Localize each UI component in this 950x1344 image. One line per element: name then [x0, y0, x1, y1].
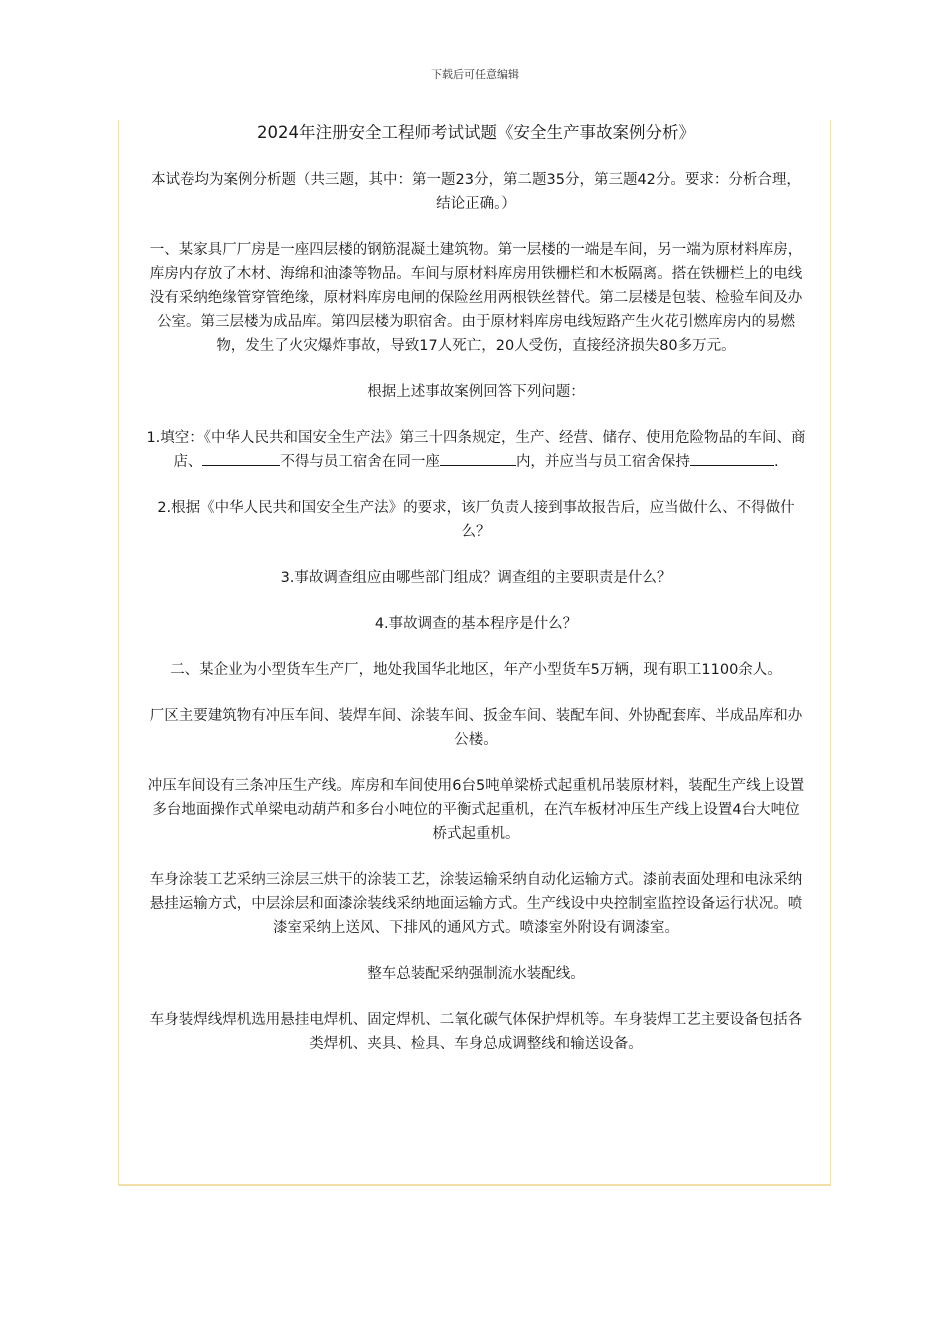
case1-description: 一、某家具厂厂房是一座四层楼的钢筋混凝土建筑物。第一层楼的一端是车间，另一端为原材料库房，库房内存放了木材、海绵和油漆等物品。车间与原材料库房用铁栅栏和木板隔离。搭在铁栅栏上的电线没有采纳绝缘管穿管绝缘，原材料库房电闸的保险丝用两根铁丝替代。第二层楼是包装、检验车间及办公室。第三层楼为成品库。第四层楼为职宿舍。由于原材料库房电线短路产生火花引燃库房内的易燃物，发生了火灾爆炸事故，导致17人死亡，20人受伤，直接经济损失80多万元。 — [149, 242, 803, 354]
case2-paragraph-5: 整车总装配采纳强制流水装配线。 — [367, 966, 585, 982]
header-note: 下载后可任意编辑 — [431, 68, 519, 81]
case2-paragraph-6: 车身装焊线焊机选用悬挂电焊机、固定焊机、二氧化碳气体保护焊机等。车身装焊工艺主要设备包括各类焊机、夹具、检具、车身总成调整线和输送设备。 — [149, 1012, 803, 1052]
case2-paragraph-2: 厂区主要建筑物有冲压车间、装焊车间、涂装车间、扳金车间、装配车间、外协配套库、半成品库和办公楼。 — [149, 708, 803, 748]
fill-blank-1 — [202, 450, 280, 466]
exam-intro: 本试卷均为案例分析题（共三题，其中：第一题23分，第二题35分，第三题42分。要求：分析合理，结论正确。） — [151, 172, 801, 212]
fill-blank-2 — [440, 450, 516, 466]
case1-question-2: 2.根据《中华人民共和国安全生产法》的要求，该厂负责人接到事故报告后，应当做什么、不得做什么？ — [157, 500, 795, 540]
case1-question-1 — [146, 426, 806, 474]
q1-text-part2: 不得与员工宿舍在同一座 — [280, 454, 440, 470]
document-body — [146, 120, 806, 1078]
fill-blank-3 — [690, 450, 774, 466]
case1-prompt: 根据上述事故案例回答下列问题： — [367, 384, 585, 400]
case2-paragraph-1: 二、某企业为小型货车生产厂，地处我国华北地区，年产小型货车5万辆，现有职工1100余人。 — [170, 662, 782, 678]
document-title: 2024年注册安全工程师考试试题《安全生产事故案例分析》 — [257, 123, 695, 142]
case1-question-3: 3.事故调查组应由哪些部门组成？调查组的主要职责是什么？ — [280, 570, 672, 586]
q1-text-part1: 1.填空：《中华人民共和国安全生产法》第三十四条规定，生产、经营、储存、使用危险物品的车间、商店、 — [146, 430, 806, 470]
case1-question-4: 4.事故调查的基本程序是什么？ — [374, 616, 578, 632]
case2-paragraph-4: 车身涂装工艺采纳三涂层三烘干的涂装工艺，涂装运输采纳自动化运输方式。漆前表面处理和电泳采纳悬挂运输方式，中层涂层和面漆涂装线采纳地面运输方式。生产线设中央控制室监控设备运行状况。喷漆室采纳上送风、下排风的通风方式。喷漆室外附设有调漆室。 — [149, 872, 803, 936]
q1-text-part4: . — [773, 454, 779, 470]
case2-paragraph-3: 冲压车间设有三条冲压生产线。库房和车间使用6台5吨单梁桥式起重机吊装原材料，装配生产线上设置多台地面操作式单梁电动葫芦和多台小吨位的平衡式起重机，在汽车板材冲压生产线上设置4台大吨位桥式起重机。 — [147, 778, 805, 842]
q1-text-part3: 内，并应当与员工宿舍保持 — [515, 454, 690, 470]
